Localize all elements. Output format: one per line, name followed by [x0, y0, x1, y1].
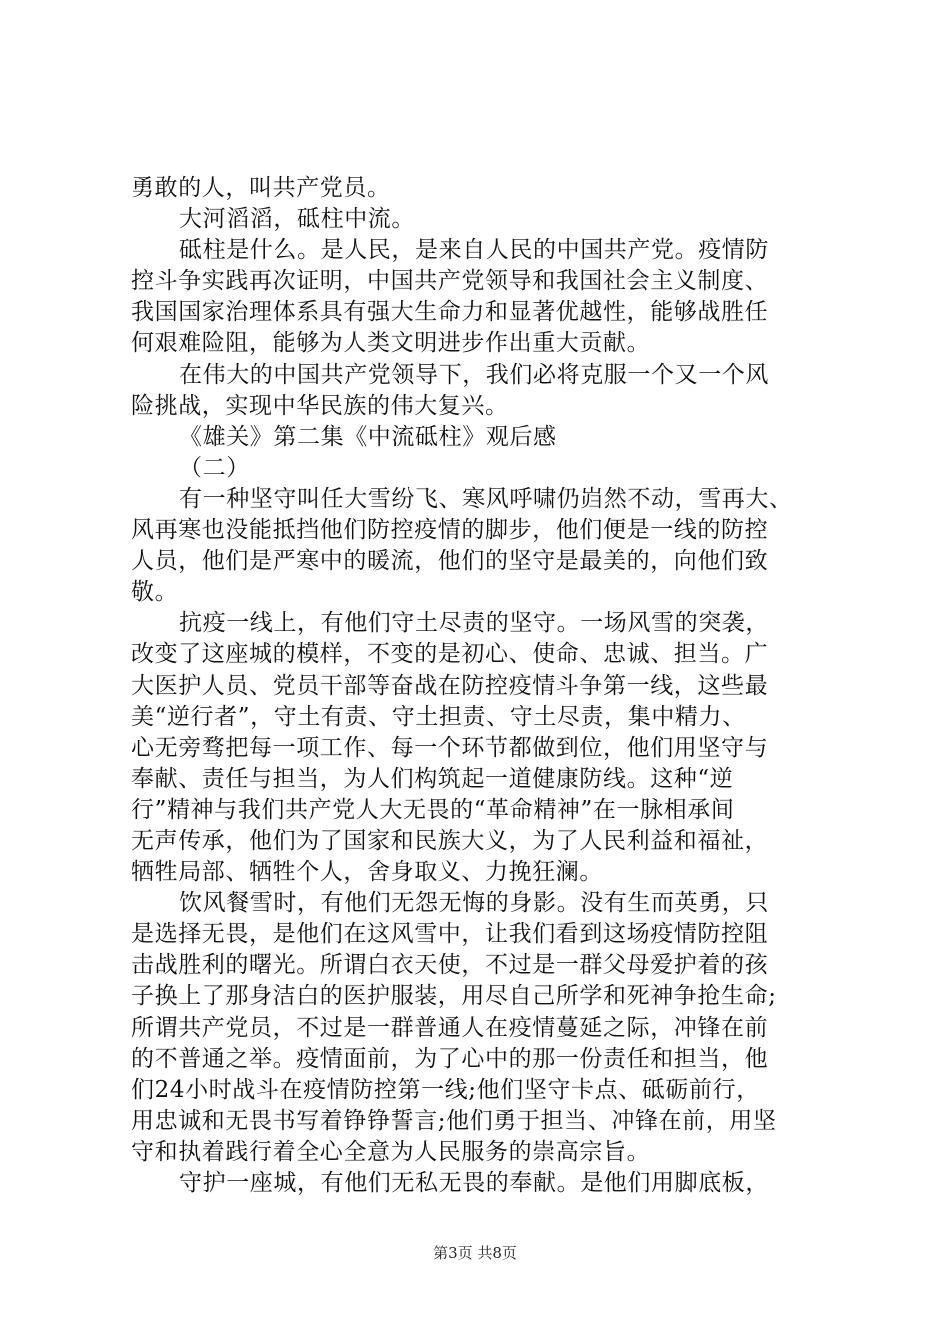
- text-line: 美“逆行者”，守土有责、守土担责、守土尽责，集中精力、: [131, 703, 746, 730]
- text-line: 的不普通之举。疫情面前，为了心中的那一份责任和担当，他: [131, 1045, 769, 1072]
- text-line: 是选择无畏，是他们在这风雪中，让我们看到这场疫情防控阻: [131, 921, 769, 948]
- text-line: 无声传承，他们为了国家和民族大义，为了人民利益和福祉，: [131, 827, 769, 854]
- text-line: 我国国家治理体系具有强大生命力和显著优越性，能够战胜任: [131, 299, 769, 326]
- text-line: 大医护人员、党员干部等奋战在防控疫情斗争第一线，这些最: [131, 672, 769, 699]
- text-line: 大河滔滔，砥柱中流。: [179, 206, 415, 233]
- text-line: 击战胜利的曙光。所谓白衣天使，不过是一群父母爱护着的孩: [131, 952, 769, 979]
- text-line: 心无旁骛把每一项工作、每一个环节都做到位，他们用坚守与: [131, 734, 769, 761]
- text-line: 用忠诚和无畏书写着铮铮誓言;他们勇于担当、冲锋在前，用坚: [131, 1107, 777, 1134]
- text-line: 们24小时战斗在疫情防控第一线;他们坚守卡点、砥砺前行，: [131, 1076, 760, 1103]
- text-line: 牺牲局部、牺牲个人，舍身取义、力挽狂澜。: [131, 859, 603, 886]
- text-line: 所谓共产党员，不过是一群普通人在疫情蔓延之际，冲锋在前: [131, 1014, 769, 1041]
- text-line: 勇敢的人，叫共产党员。: [131, 175, 391, 201]
- text-line: 敬。: [131, 579, 179, 606]
- text-line: 有一种坚守叫任大雪纷飞、寒风呼啸仍岿然不动，雪再大、: [179, 485, 793, 512]
- text-line: 在伟大的中国共产党领导下，我们必将克服一个又一个风: [179, 361, 769, 388]
- text-line: 行”精神与我们共产党人大无畏的“革命精神”在一脉相承间: [131, 796, 735, 823]
- text-line: 守和执着践行着全心全意为人民服务的崇高宗旨。: [131, 1138, 651, 1165]
- page-footer: 第3页 共8页: [433, 1244, 517, 1262]
- text-line: 何艰难险阻，能够为人类文明进步作出重大贡献。: [131, 330, 651, 357]
- text-line: （二）: [179, 454, 250, 481]
- text-line: 控斗争实践再次证明，中国共产党领导和我国社会主义制度、: [131, 268, 769, 295]
- text-line: 《雄关》第二集《中流砥柱》观后感: [179, 423, 557, 450]
- text-line: 饮风餐雪时，有他们无怨无悔的身影。没有生而英勇，只: [179, 890, 769, 917]
- document-body: [131, 173, 831, 1199]
- text-line: 人员，他们是严寒中的暖流，他们的坚守是最美的，向他们致: [131, 548, 769, 575]
- text-line: 抗疫一线上，有他们守土尽责的坚守。一场风雪的突袭，: [179, 610, 769, 637]
- text-line: 砥柱是什么。是人民，是来自人民的中国共产党。疫情防: [179, 237, 769, 264]
- text-line: 子换上了那身洁白的医护服装，用尽自己所学和死神争抢生命;: [131, 983, 777, 1010]
- text-line: 风再寒也没能抵挡他们防控疫情的脚步，他们便是一线的防控: [131, 517, 769, 544]
- text-line: 守护一座城，有他们无私无畏的奉献。是他们用脚底板，: [179, 1170, 769, 1196]
- text-line: 改变了这座城的模样，不变的是初心、使命、忠诚、担当。广: [131, 641, 769, 668]
- text-line: 奉献、责任与担当，为人们构筑起一道健康防线。这种“逆: [131, 765, 734, 792]
- text-line: 险挑战，实现中华民族的伟大复兴。: [131, 392, 509, 419]
